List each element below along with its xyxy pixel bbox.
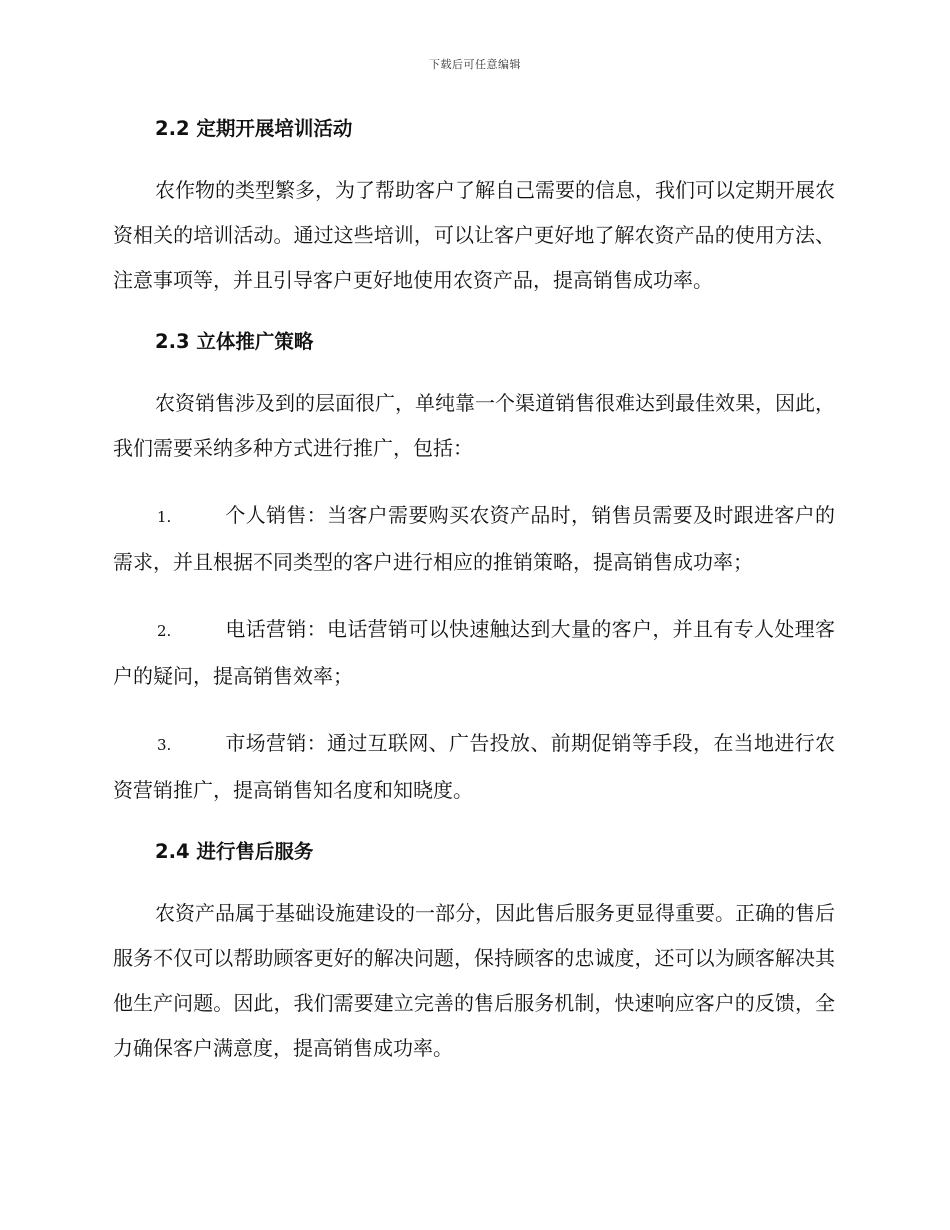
section-heading-promotion: 2.3 立体推广策略: [155, 330, 314, 353]
list-item: [113, 493, 835, 585]
list-item-text: 市场营销：通过互联网、广告投放、前期促销等手段，在当地进行农资营销推广，提高销售知名度和知晓度。: [113, 731, 835, 802]
section-paragraph-training: 农作物的类型繁多，为了帮助客户了解自己需要的信息，我们可以定期开展农资相关的培训活动。通过这些培训，可以让客户更好地了解农资产品的使用方法、注意事项等，并且引导客户更好地使用农资产品，提高销售成功率。: [113, 178, 835, 292]
page-header: 下载后可任意编辑: [429, 58, 521, 71]
section-heading-after-sales: 2.4 进行售后服务: [155, 840, 314, 863]
list-item-number: 2.: [157, 622, 172, 640]
section-paragraph-promotion: 农资销售涉及到的层面很广，单纯靠一个渠道销售很难达到最佳效果，因此，我们需要采纳多种方式进行推广，包括：: [113, 391, 835, 460]
list-item-text: 个人销售：当客户需要购买农资产品时，销售员需要及时跟进客户的需求，并且根据不同类型的客户进行相应的推销策略，提高销售成功率；: [113, 503, 835, 574]
list-item: [113, 721, 835, 813]
list-item-number: 1.: [157, 508, 172, 526]
list-item-number: 3.: [157, 736, 172, 754]
list-item: [113, 607, 835, 699]
list-item-text: 电话营销：电话营销可以快速触达到大量的客户，并且有专人处理客户的疑问，提高销售效率；: [113, 617, 835, 688]
section-heading-training: 2.2 定期开展培训活动: [155, 117, 353, 140]
document-body: [113, 112, 835, 1093]
section-paragraph-after-sales: 农资产品属于基础设施建设的一部分，因此售后服务更显得重要。正确的售后服务不仅可以帮助顾客更好的解决问题，保持顾客的忠诚度，还可以为顾客解决其他生产问题。因此，我们需要建立完善的售后服务机制，快速响应客户的反馈，全力确保客户满意度，提高销售成功率。: [113, 901, 835, 1060]
